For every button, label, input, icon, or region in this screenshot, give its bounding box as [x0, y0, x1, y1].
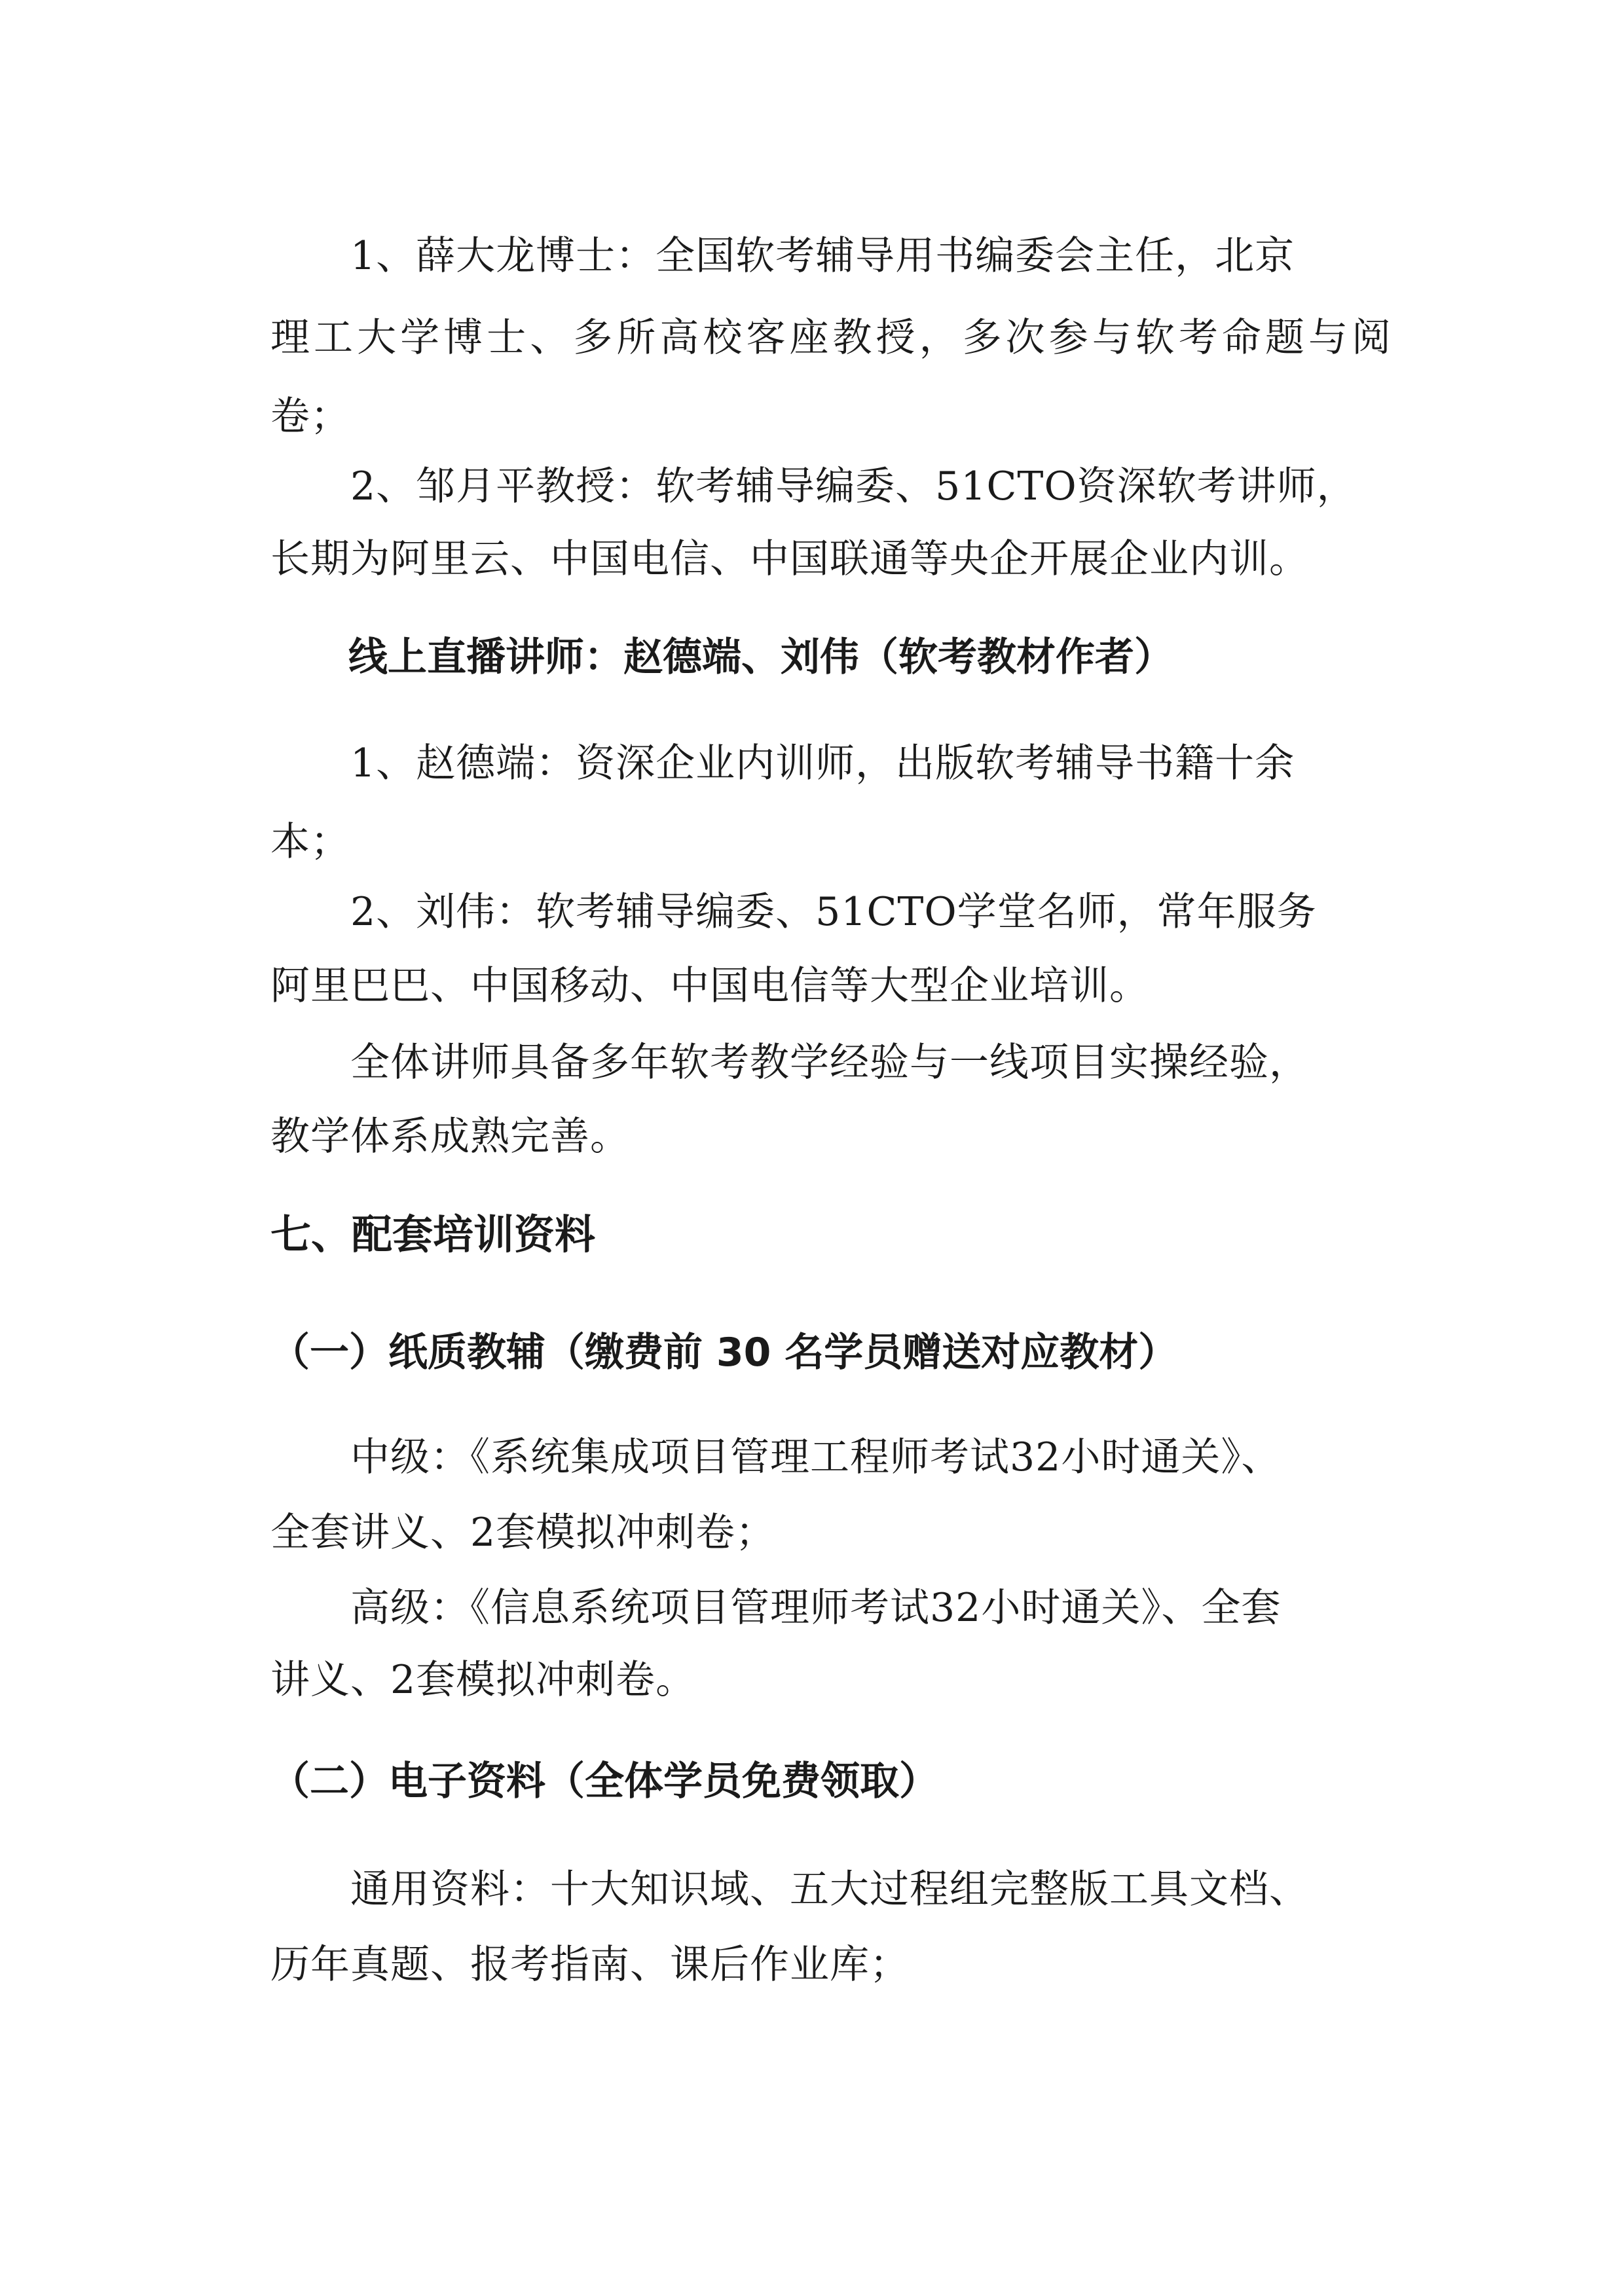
- section-7-sub-1-heading: （一）纸质教辅（缴费前 30 名学员赠送对应教材）: [270, 1330, 1178, 1376]
- mid-level-materials-line-2: 全套讲义、2套模拟冲刺卷；: [270, 1510, 776, 1556]
- teacher-2-line-1: 2、邹月平教授：软考辅导编委、51CTO资深软考讲师，: [350, 464, 1357, 509]
- section-7-heading: 七、配套培训资料: [270, 1211, 596, 1258]
- high-level-materials-line-1: 高级：《信息系统项目管理师考试32小时通关》、全套: [350, 1585, 1282, 1631]
- teacher-2-line-2: 长期为阿里云、中国电信、中国联通等央企开展企业内训。: [270, 536, 1309, 582]
- section-7-sub-2-heading: （二）电子资料（全体学员免费领取）: [270, 1758, 938, 1804]
- general-materials-line-1: 通用资料：十大知识域、五大过程组完整版工具文档、: [350, 1867, 1309, 1912]
- teacher-1-line-2: 理工大学博士、多所高校客座教授，多次参与软考命题与阅: [270, 315, 1392, 361]
- live-lecturers-heading: 线上直播讲师：赵德端、刘伟（软考教材作者）: [348, 634, 1173, 680]
- teacher-3-line-1: 1、赵德端：资深企业内训师，出版软考辅导书籍十余: [350, 740, 1295, 786]
- general-materials-line-2: 历年真题、报考指南、课后作业库；: [270, 1942, 910, 1988]
- teacher-1-line-1: 1、薛大龙博士：全国软考辅导用书编委会主任，北京: [350, 233, 1295, 279]
- mid-level-materials-line-1: 中级：《系统集成项目管理工程师考试32小时通关》、: [350, 1434, 1282, 1480]
- teacher-4-line-2: 阿里巴巴、中国移动、中国电信等大型企业培训。: [270, 963, 1149, 1009]
- teacher-3-line-2: 本；: [270, 819, 350, 865]
- teacher-4-line-1: 2、刘伟：软考辅导编委、51CTO学堂名师，常年服务: [350, 889, 1317, 935]
- teachers-summary-line-2: 教学体系成熟完善。: [270, 1114, 630, 1159]
- teacher-1-line-3: 卷；: [270, 393, 350, 439]
- teachers-summary-line-1: 全体讲师具备多年软考教学经验与一线项目实操经验，: [350, 1040, 1309, 1085]
- high-level-materials-line-2: 讲义、2套模拟冲刺卷。: [270, 1657, 696, 1703]
